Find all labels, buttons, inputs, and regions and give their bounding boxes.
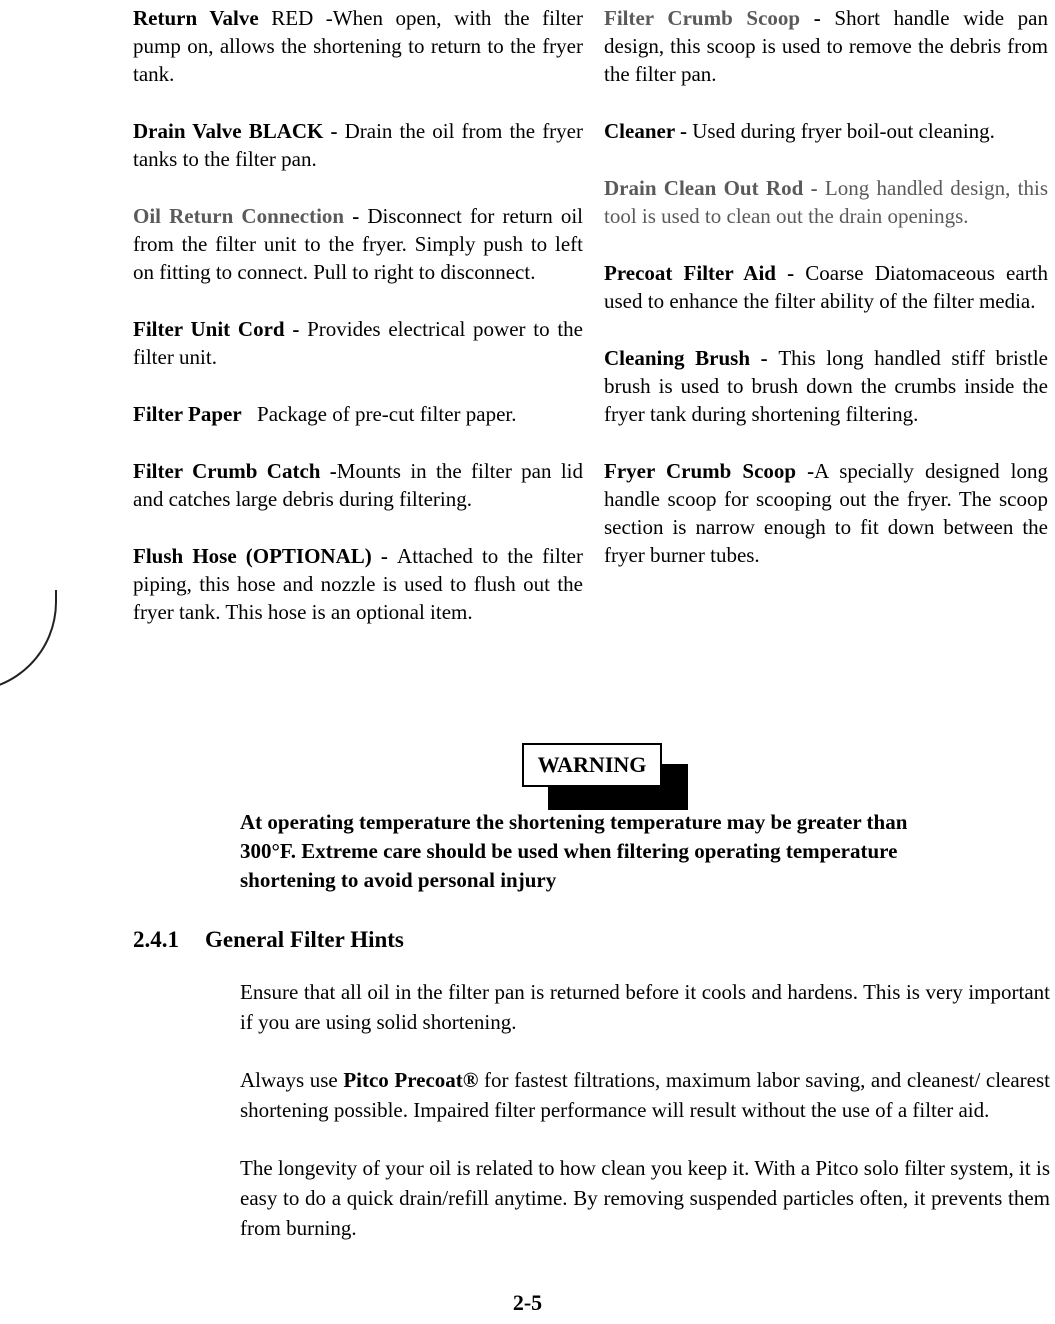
definition-entry (133, 542, 583, 626)
definition-separator: - (803, 176, 825, 200)
warning-label-box (522, 743, 688, 810)
filter-hints (240, 977, 1050, 1271)
definition-separator: - (284, 317, 308, 341)
definition-text: Mounts in the filter pan lid and catches large debris during filtering. (133, 459, 583, 511)
definition-entry (133, 457, 583, 513)
definition-separator: - (323, 119, 345, 143)
hint-paragraph: Ensure that all oil in the filter pan is returned before it cools and hardens. This is very important if you are using solid shortening. (240, 980, 1050, 1034)
definition-separator: - (796, 459, 815, 483)
definition-text: Attached to the filter piping, this hose and nozzle is used to flush out the fryer tank. This hose is an optional item. (133, 544, 583, 624)
definition-term: Cleaner (604, 119, 675, 143)
definition-separator (241, 402, 257, 426)
definition-entry (133, 4, 583, 88)
warning-label: WARNING (522, 743, 662, 787)
definition-term: Drain Valve BLACK (133, 119, 324, 143)
left-column (133, 4, 583, 655)
definition-entry (604, 4, 1048, 88)
definition-text: Long handled design, this tool is used to clean out the drain openings. (604, 176, 1048, 228)
definition-text: Used during fryer boil-out cleaning. (692, 119, 995, 143)
hint-paragraph (240, 1065, 1050, 1125)
definition-text: Package of pre-cut filter paper. (257, 402, 517, 426)
definition-entry (604, 457, 1048, 569)
definition-text: Short handle wide pan design, this scoop is used to remove the debris from the filter pan. (604, 6, 1048, 86)
section-number: 2.4.1 (133, 927, 179, 952)
brand-name: Pitco Precoat® (343, 1068, 479, 1092)
section-title: General Filter Hints (205, 927, 404, 952)
definition-entry (133, 400, 583, 428)
definition-entry (604, 117, 1048, 145)
hint-paragraph: The longevity of your oil is related to how clean you keep it. With a Pitco solo filter system, it is easy to do a quick drain/refill anytime. By removing suspended particles often, it prevents them from burning. (240, 1156, 1050, 1240)
definition-separator (259, 6, 272, 30)
definition-term: Flush Hose (OPTIONAL) (133, 544, 372, 568)
hint-text: for fastest filtrations, maximum labor saving, and cleanest/ clearest shortening possible. Impaired filter performance will result without the use of a filter aid. (240, 1068, 1050, 1122)
definition-entry (133, 315, 583, 371)
definition-entry (133, 117, 583, 173)
definition-entry (604, 344, 1048, 428)
definition-text: Coarse Diatomaceous earth used to enhance the filter ability of the filter media. (604, 261, 1048, 313)
warning-text: At operating temperature the shortening temperature may be greater than 300°F. Extreme care should be used when filtering operating temperature shortening to avoid personal injury (240, 810, 908, 892)
definition-entry (604, 259, 1048, 315)
definition-separator: - (674, 119, 693, 143)
section-heading (133, 925, 404, 955)
definition-separator: - (800, 6, 835, 30)
definition-separator: - (775, 261, 806, 285)
definition-term: Drain Clean Out Rod (604, 176, 804, 200)
definition-term: Filter Crumb Scoop (604, 6, 801, 30)
definition-term: Fryer Crumb Scoop (604, 459, 797, 483)
definition-term: Filter Crumb Catch (133, 459, 321, 483)
definition-text: Disconnect for return oil from the filter unit to the fryer. Simply push to left on fitting to connect. Pull to right to disconnect. (133, 204, 583, 284)
definition-text: Provides electrical power to the filter unit. (133, 317, 583, 369)
definition-text: Drain the oil from the fryer tanks to the filter pan. (133, 119, 583, 171)
right-column (604, 4, 1048, 598)
definition-term: Filter Unit Cord (133, 317, 285, 341)
definition-term: Cleaning Brush (604, 346, 751, 370)
page-number: 2-5 (512, 1290, 543, 1315)
definition-entry (604, 174, 1048, 230)
definition-separator: - (344, 204, 368, 228)
definition-separator: - (371, 544, 398, 568)
definition-term: Precoat Filter Aid (604, 261, 776, 285)
definition-term: Filter Paper (133, 402, 242, 426)
definition-text: A specially designed long handle scoop for scooping out the fryer. The scoop section is narrow enough to fit down between the fryer burner tubes. (604, 459, 1048, 567)
hint-text: Always use (240, 1068, 344, 1092)
definition-term: Return Valve (133, 6, 259, 30)
punch-hole-arc (0, 590, 57, 692)
definition-text: This long handled stiff bristle brush is used to brush down the crumbs inside the fryer tank during shortening filtering. (604, 346, 1049, 426)
definition-term: Oil Return Connection (133, 204, 345, 228)
definition-text: RED -When open, with the filter pump on, allows the shortening to return to the fryer tank. (133, 6, 583, 86)
definition-separator: - (320, 459, 337, 483)
definition-separator: - (750, 346, 779, 370)
definition-entry (133, 202, 583, 286)
